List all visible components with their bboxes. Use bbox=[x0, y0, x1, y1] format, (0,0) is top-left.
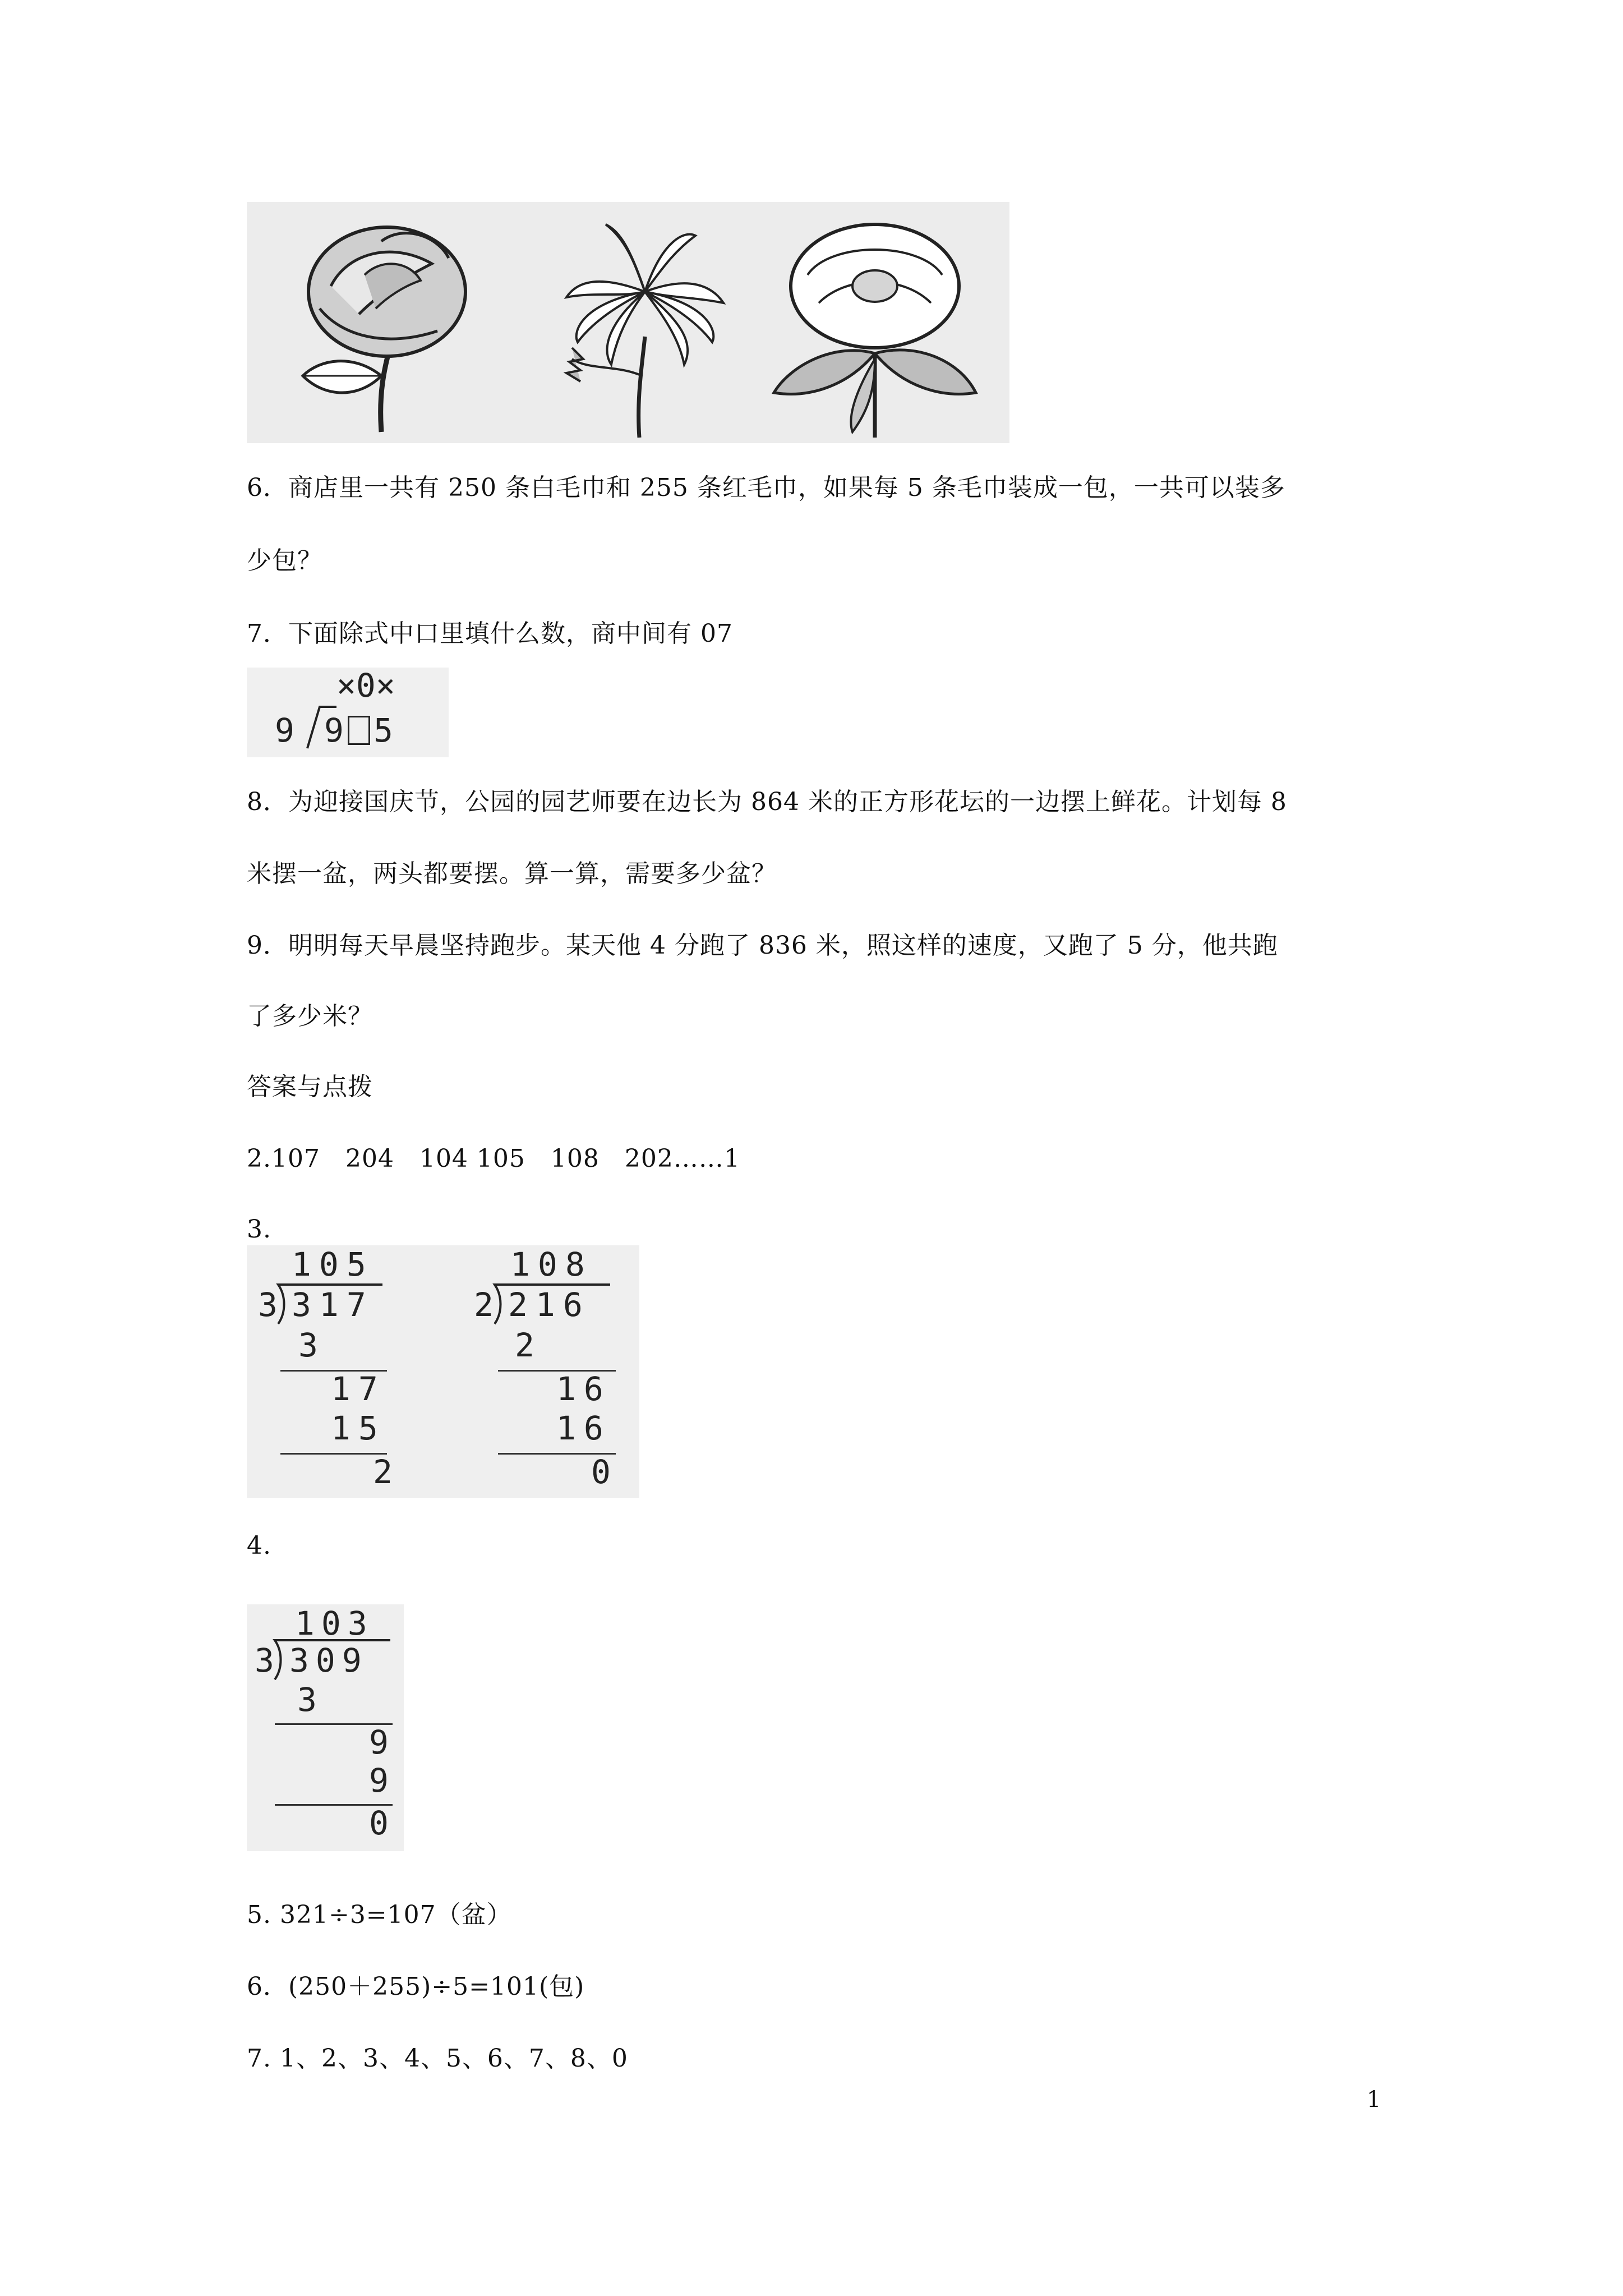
a3-div1-step2: 17 bbox=[331, 1370, 386, 1408]
a4-divisor: 3 bbox=[255, 1641, 274, 1680]
a3-div2-step3: 16 bbox=[556, 1409, 611, 1447]
q7-dividend-right: 5 bbox=[374, 711, 393, 749]
question-8-line-1: 8．为迎接国庆节，公园的园艺师要在边长为 864 米的正方形花坛的一边摆上鲜花。计划每 8 bbox=[247, 788, 1287, 816]
a4-step1: 3 bbox=[297, 1681, 317, 1719]
q7-blank-box bbox=[348, 716, 370, 745]
a3-div1-step3: 15 bbox=[331, 1409, 386, 1447]
flower-illustration bbox=[247, 202, 1009, 443]
a3-div2-quotient: 108 bbox=[510, 1245, 593, 1283]
answer-3-label: 3. bbox=[247, 1215, 271, 1244]
answer-6: 6．(250＋255)÷5=101(包) bbox=[247, 1972, 585, 2001]
a3-div1-quotient: 105 bbox=[292, 1245, 374, 1283]
a3-div2-divisor: 2 bbox=[474, 1286, 494, 1324]
page-number: 1 bbox=[1367, 2087, 1381, 2113]
a4-quotient: 103 bbox=[295, 1604, 374, 1642]
a3-div2-remainder: 0 bbox=[591, 1453, 611, 1491]
question-6-line-1: 6．商店里一共有 250 条白毛巾和 255 条红毛巾，如果每 5 条毛巾装成一包，一共可以装多 bbox=[247, 473, 1285, 502]
a3-div1-divisor: 3 bbox=[258, 1286, 278, 1324]
answer-2: 2.107 204 104 105 108 202……1 bbox=[247, 1144, 740, 1173]
chrysanthemum-illustration bbox=[516, 208, 751, 443]
answer-5: 5. 321÷3=107（盆） bbox=[247, 1901, 512, 1929]
a4-step3: 9 bbox=[369, 1761, 389, 1800]
a3-div2-step2: 16 bbox=[556, 1370, 611, 1408]
answer-7: 7. 1、2、3、4、5、6、7、8、0 bbox=[247, 2044, 628, 2073]
a4-dividend: 309 bbox=[289, 1641, 368, 1680]
question-7-text: 7．下面除式中口里填什么数，商中间有 07 bbox=[247, 619, 733, 648]
question-9-line-1: 9．明明每天早晨坚持跑步。某天他 4 分跑了 836 米，照这样的速度，又跑了 5 分，他共跑 bbox=[247, 931, 1278, 960]
question-7-division-figure bbox=[247, 668, 449, 757]
question-8-line-2: 米摆一盆，两头都要摆。算一算，需要多少盆？ bbox=[247, 859, 777, 888]
a3-div1-rule-2 bbox=[280, 1453, 387, 1455]
answer-4-division-figure bbox=[247, 1604, 404, 1851]
q7-dividend-left: 9 bbox=[324, 711, 344, 749]
peony-illustration bbox=[751, 208, 998, 443]
q7-divisor: 9 bbox=[275, 711, 294, 749]
answer-4-label: 4. bbox=[247, 1531, 271, 1560]
a3-div2-dividend: 216 bbox=[508, 1286, 591, 1324]
question-6-line-2: 少包？ bbox=[247, 546, 322, 575]
answer-3-division-figure bbox=[247, 1245, 639, 1498]
a3-div1-remainder: 2 bbox=[373, 1453, 393, 1491]
q7-quotient: ×0× bbox=[336, 666, 395, 705]
rose-illustration bbox=[269, 208, 505, 443]
a4-remainder: 0 bbox=[369, 1804, 389, 1842]
a4-step2: 9 bbox=[369, 1723, 389, 1761]
answers-heading: 答案与点拨 bbox=[247, 1073, 373, 1101]
a3-div1-dividend: 317 bbox=[292, 1286, 374, 1324]
a3-div1-step1: 3 bbox=[298, 1326, 318, 1364]
a3-div2-step1: 2 bbox=[515, 1326, 534, 1364]
question-9-line-2: 了多少米？ bbox=[247, 1002, 373, 1030]
